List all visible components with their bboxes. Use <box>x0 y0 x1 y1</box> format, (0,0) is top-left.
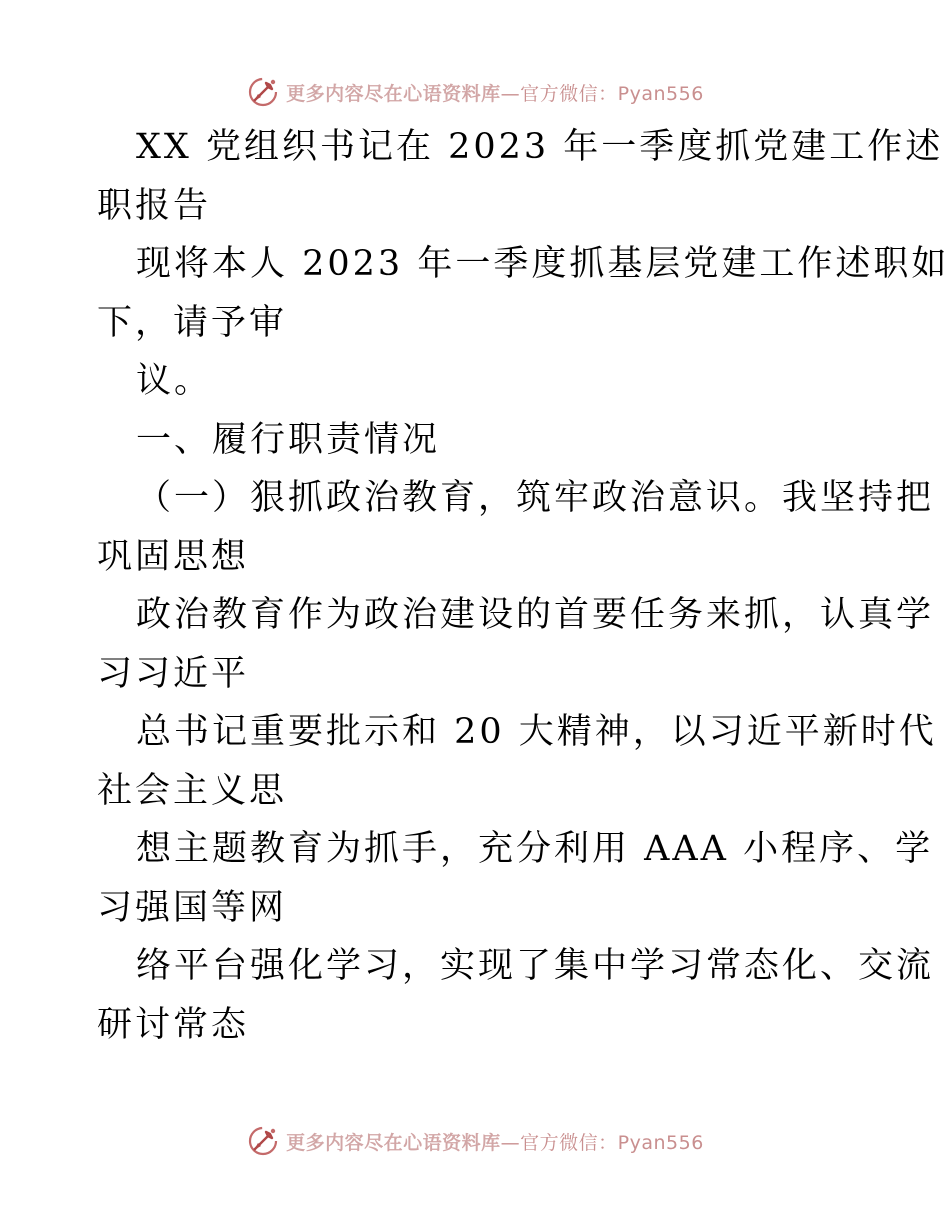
paragraph-line: 巩固思想 <box>97 536 250 577</box>
subsection-heading-line: （一）狠抓政治教育，筑牢政治意识。我坚持把 <box>136 478 935 518</box>
paragraph-line: 政治教育作为政治建设的首要任务来抓，认真学 <box>136 595 935 635</box>
footer-watermark-inner <box>246 1124 704 1158</box>
header-watermark-wechat-text: —官方微信：Pyan556 <box>500 82 704 105</box>
paragraph-line: 研讨常态 <box>97 1004 250 1045</box>
header-watermark-banner <box>0 72 950 112</box>
paragraph-line: 议。 <box>136 361 213 401</box>
paragraph-line: 总书记重要批示和 20 大精神，以习近平新时代 <box>136 712 937 752</box>
header-watermark-inner <box>246 75 704 109</box>
document-title-line-2: 职报告 <box>97 185 212 226</box>
paragraph-line: 想主题教育为抓手，充分利用 AAA 小程序、学 <box>136 829 934 869</box>
pen-nib-logo-icon <box>246 1124 280 1158</box>
section-heading: 一、履行职责情况 <box>136 419 441 460</box>
paragraph-line: 习习近平 <box>97 653 250 694</box>
footer-watermark-banner <box>0 1121 950 1161</box>
paragraph-line: 现将本人 2023 年一季度抓基层党建工作述职如 <box>136 244 950 284</box>
paragraph-line: 下，请予审 <box>97 302 288 343</box>
paragraph-line: 习强国等网 <box>97 887 288 928</box>
header-watermark-text <box>286 79 704 106</box>
header-watermark-main-text: 更多内容尽在心语资料库 <box>286 82 501 105</box>
pen-nib-logo-icon <box>246 75 280 109</box>
footer-watermark-text <box>286 1128 704 1155</box>
paragraph-line: 社会主义思 <box>97 770 288 811</box>
footer-watermark-wechat-text: —官方微信：Pyan556 <box>500 1131 704 1154</box>
document-title-line-1: XX 党组织书记在 2023 年一季度抓党建工作述 <box>136 127 944 167</box>
document-body <box>97 118 950 1054</box>
footer-watermark-main-text: 更多内容尽在心语资料库 <box>286 1131 501 1154</box>
paragraph-line: 络平台强化学习，实现了集中学习常态化、交流 <box>136 946 935 986</box>
